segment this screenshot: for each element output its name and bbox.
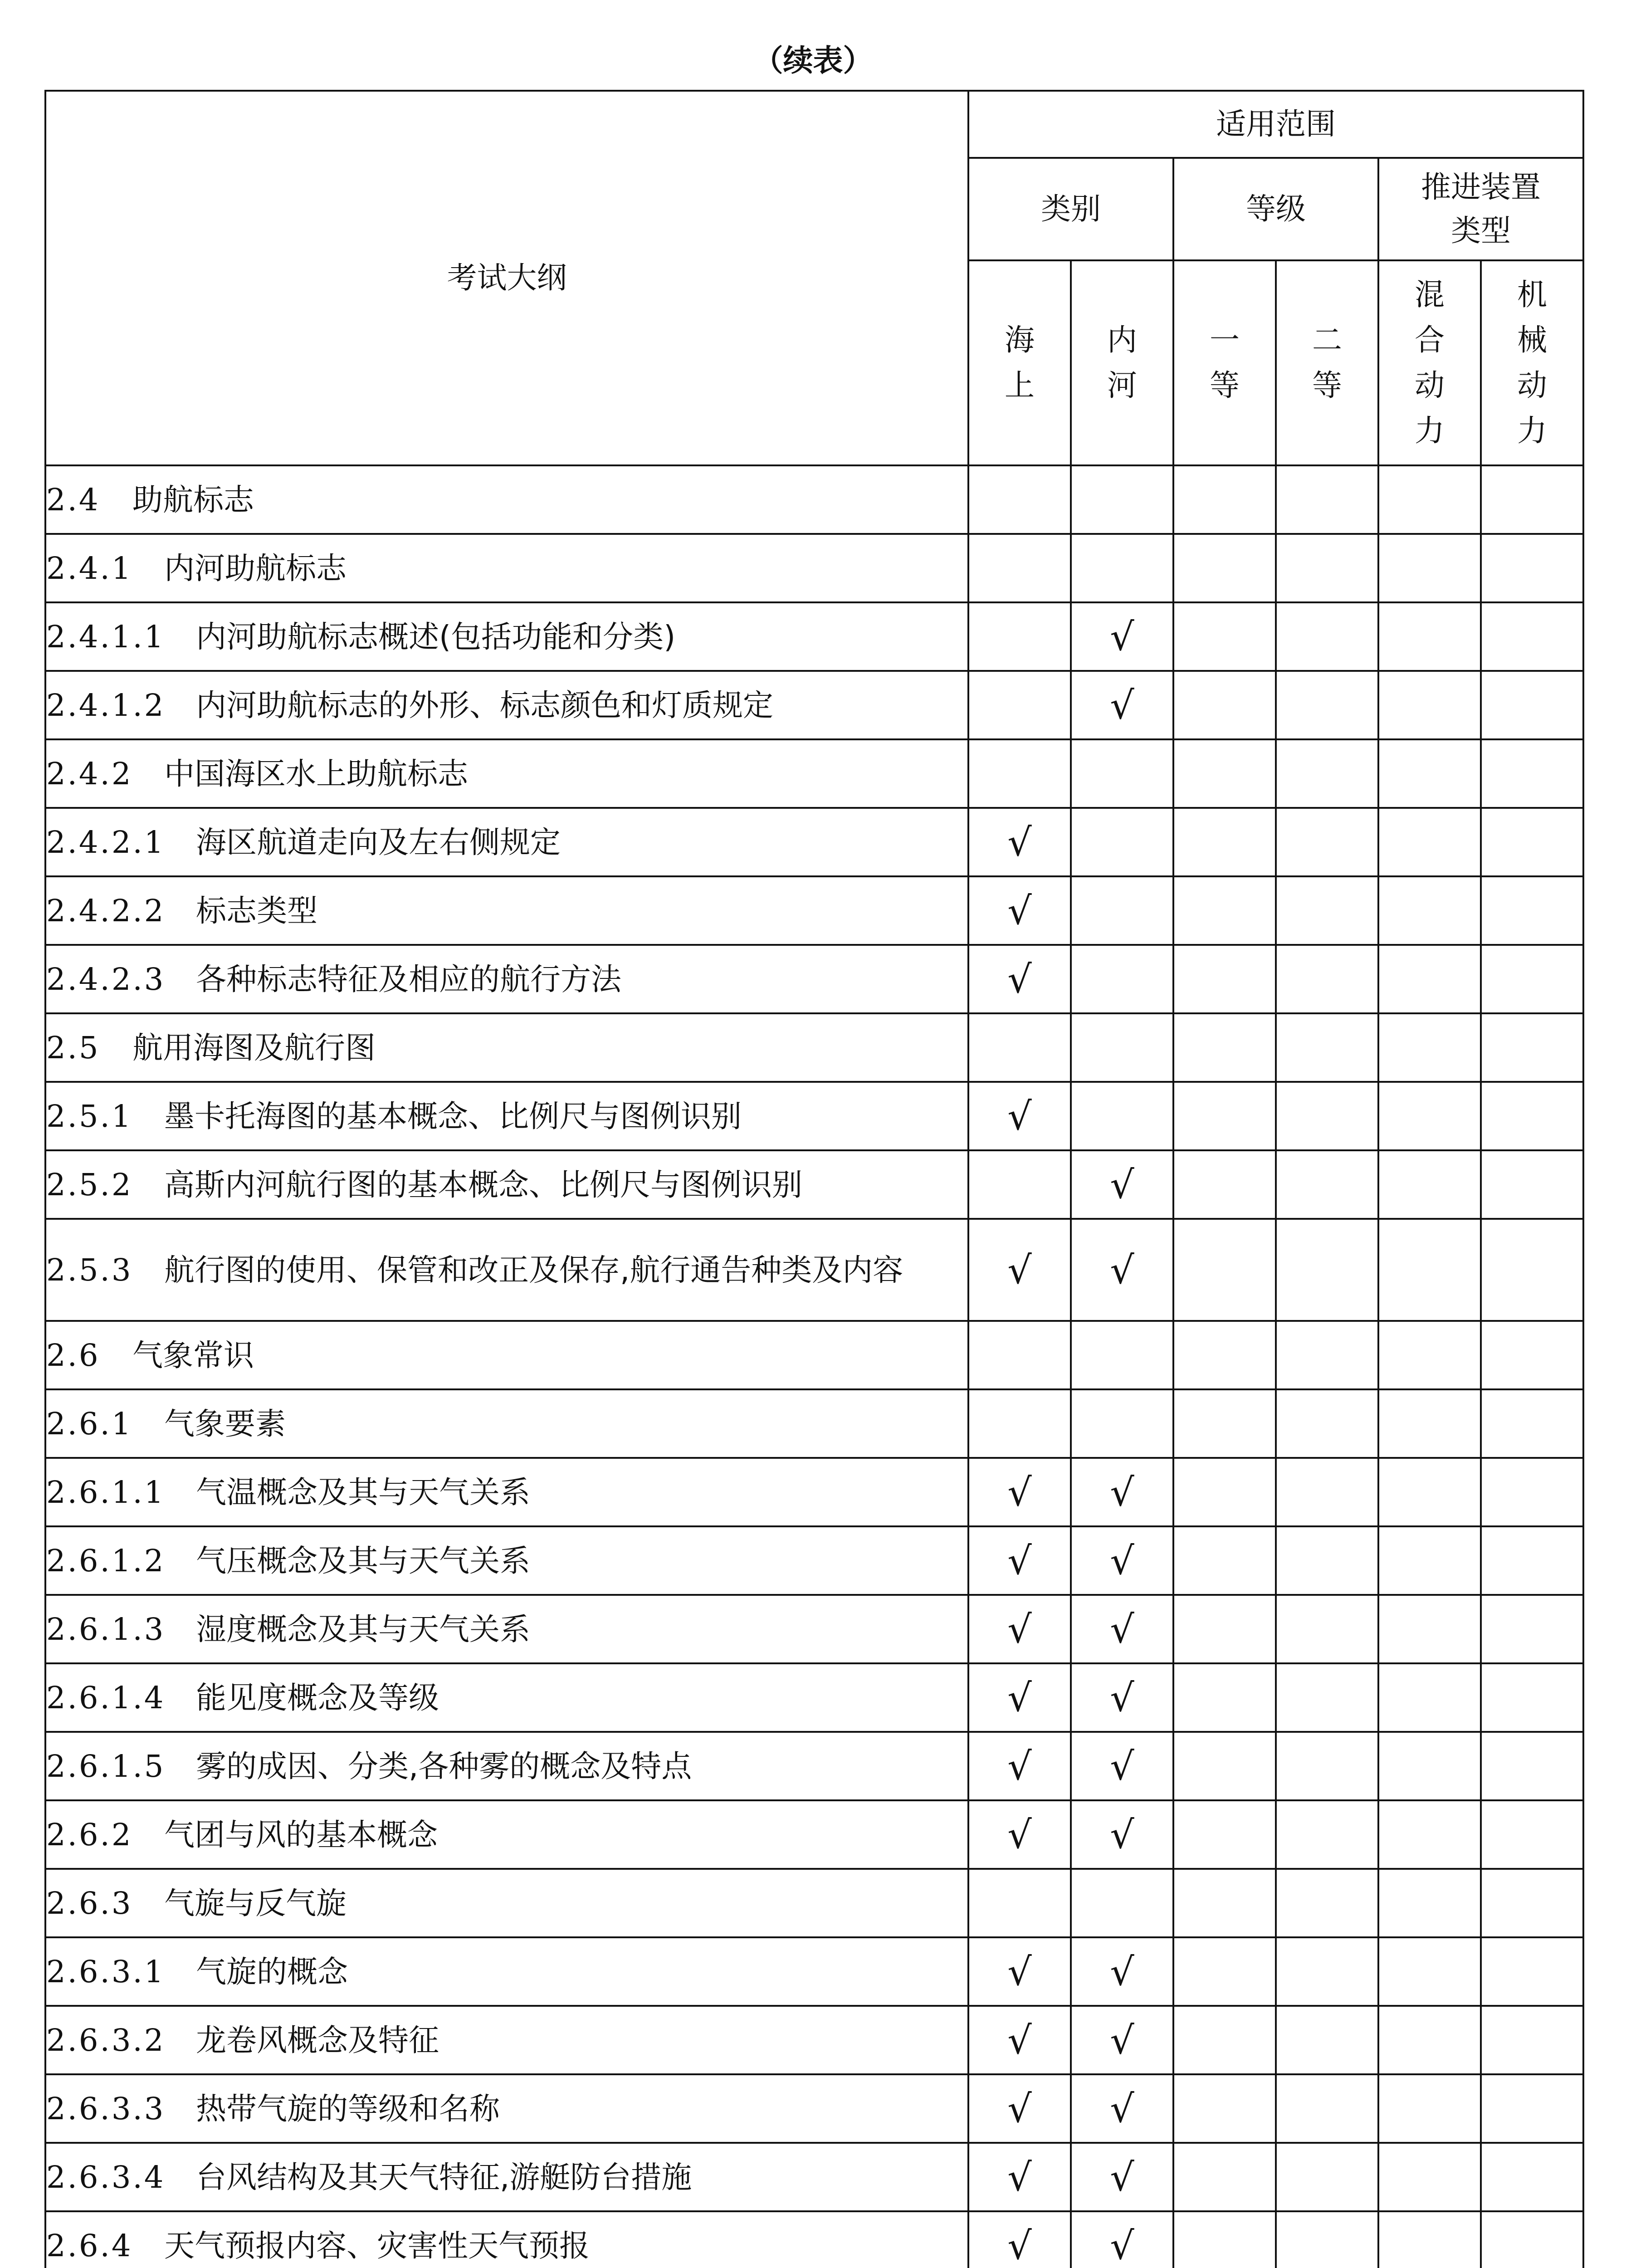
table-body <box>45 465 1583 2268</box>
syllabus-item <box>45 2006 968 2074</box>
item-text: 热带气旋的等级和名称 <box>196 2091 500 2126</box>
grade1-mark-cell <box>1173 1389 1276 1458</box>
grade2-mark-cell <box>1276 1458 1378 1526</box>
hybrid-mark-cell <box>1378 534 1481 602</box>
grade1-mark-cell <box>1173 2074 1276 2143</box>
hybrid-mark-cell <box>1378 739 1481 808</box>
mech-mark-cell <box>1481 2143 1583 2211</box>
grade1-mark-cell <box>1173 602 1276 671</box>
item-number: 2.6.3 <box>46 1885 133 1921</box>
hybrid-header-char: 合 <box>1415 323 1445 357</box>
sea-header-char: 海 <box>1005 323 1035 357</box>
hybrid-mark-cell <box>1378 876 1481 945</box>
mech-mark-cell <box>1481 1526 1583 1595</box>
item-number: 2.4.2.2 <box>46 893 166 929</box>
sea-mark-cell: √ <box>968 2143 1071 2211</box>
syllabus-header: 考试大纲 <box>45 91 968 465</box>
mech-mark-cell <box>1481 534 1583 602</box>
mech-mark-cell <box>1481 465 1583 534</box>
item-number: 2.4.1 <box>46 550 133 586</box>
item-text: 墨卡托海图的基本概念、比例尺与图例识别 <box>164 1098 742 1134</box>
table-row <box>45 1321 1583 1389</box>
inland-mark-cell <box>1071 739 1173 808</box>
table-row <box>45 534 1583 602</box>
table-header <box>45 91 1583 465</box>
item-text: 雾的成因、分类,各种雾的概念及特点 <box>196 1748 692 1784</box>
inland-mark-cell: √ <box>1071 1595 1173 1663</box>
table-row <box>45 1800 1583 1869</box>
syllabus-item <box>45 1321 968 1389</box>
grade2-mark-cell <box>1276 1321 1378 1389</box>
table-row <box>45 1937 1583 2006</box>
inland-mark-cell <box>1071 1321 1173 1389</box>
mech-mark-cell <box>1481 1150 1583 1219</box>
item-text: 内河助航标志 <box>164 550 347 586</box>
grade1-mark-cell <box>1173 739 1276 808</box>
grade1-header-char: 等 <box>1210 368 1240 403</box>
category-header: 类别 <box>968 158 1173 260</box>
item-number: 2.6.3.1 <box>46 1954 166 1989</box>
inland-mark-cell <box>1071 1869 1173 1937</box>
table-caption: （续表） <box>753 43 873 78</box>
mech-mark-cell <box>1481 602 1583 671</box>
grade1-mark-cell <box>1173 1663 1276 1732</box>
table-row <box>45 1013 1583 1082</box>
item-number: 2.6.3.2 <box>46 2022 166 2058</box>
table-row <box>45 1150 1583 1219</box>
hybrid-mark-cell <box>1378 808 1481 876</box>
mech-mark-cell <box>1481 2074 1583 2143</box>
sea-mark-cell: √ <box>968 1526 1071 1595</box>
item-number: 2.4.2 <box>46 756 133 792</box>
hybrid-mark-cell <box>1378 602 1481 671</box>
sea-mark-cell: √ <box>968 1732 1071 1800</box>
item-text: 标志类型 <box>196 893 317 929</box>
syllabus-item <box>45 465 968 534</box>
item-number: 2.6.3.4 <box>46 2159 166 2195</box>
syllabus-item <box>45 876 968 945</box>
mech-mark-cell <box>1481 1663 1583 1732</box>
inland-mark-cell: √ <box>1071 1150 1173 1219</box>
inland-mark-cell: √ <box>1071 1219 1173 1321</box>
hybrid-mark-cell <box>1378 1219 1481 1321</box>
table-row <box>45 808 1583 876</box>
item-text: 湿度概念及其与天气关系 <box>196 1611 530 1647</box>
grade2-mark-cell <box>1276 2211 1378 2268</box>
table-row <box>45 1526 1583 1595</box>
inland-mark-cell: √ <box>1071 2211 1173 2268</box>
item-number: 2.5.1 <box>46 1098 133 1134</box>
item-text: 天气预报内容、灾害性天气预报 <box>164 2228 590 2263</box>
mech-mark-cell <box>1481 1458 1583 1526</box>
mech-mark-cell <box>1481 739 1583 808</box>
sea-mark-cell <box>968 671 1071 739</box>
item-number: 2.6.1 <box>46 1406 133 1442</box>
grade2-mark-cell <box>1276 945 1378 1013</box>
grade1-mark-cell <box>1173 1595 1276 1663</box>
table-row <box>45 1219 1583 1321</box>
syllabus-item <box>45 1013 968 1082</box>
item-text: 高斯内河航行图的基本概念、比例尺与图例识别 <box>164 1167 802 1202</box>
item-text: 气团与风的基本概念 <box>164 1817 438 1853</box>
grade-header: 等级 <box>1173 158 1378 260</box>
grade2-mark-cell <box>1276 1869 1378 1937</box>
mech-mark-cell <box>1481 1219 1583 1321</box>
hybrid-mark-cell <box>1378 1937 1481 2006</box>
sea-mark-cell: √ <box>968 808 1071 876</box>
grade1-mark-cell <box>1173 1800 1276 1869</box>
table-row <box>45 465 1583 534</box>
mech-mark-cell <box>1481 1321 1583 1389</box>
item-number: 2.4.2.3 <box>46 961 166 997</box>
syllabus-item <box>45 671 968 739</box>
mech-mark-cell <box>1481 1937 1583 2006</box>
hybrid-mark-cell <box>1378 1732 1481 1800</box>
hybrid-mark-cell <box>1378 2006 1481 2074</box>
hybrid-mark-cell <box>1378 2074 1481 2143</box>
mech-header-char: 械 <box>1517 323 1548 357</box>
propulsion-header-line2: 类型 <box>1451 213 1511 248</box>
sea-mark-cell <box>968 534 1071 602</box>
mech-mark-cell <box>1481 1800 1583 1869</box>
grade2-mark-cell <box>1276 1732 1378 1800</box>
syllabus-item <box>45 2074 968 2143</box>
mech-header-char: 机 <box>1517 277 1548 312</box>
table-row <box>45 1663 1583 1732</box>
grade2-mark-cell <box>1276 1937 1378 2006</box>
grade2-mark-cell <box>1276 2074 1378 2143</box>
hybrid-mark-cell <box>1378 2211 1481 2268</box>
sea-mark-cell: √ <box>968 1595 1071 1663</box>
hybrid-mark-cell <box>1378 1389 1481 1458</box>
grade2-header <box>1276 260 1378 465</box>
mech-mark-cell <box>1481 1595 1583 1663</box>
grade1-mark-cell <box>1173 1013 1276 1082</box>
table-row <box>45 2143 1583 2211</box>
table-row <box>45 1082 1583 1150</box>
item-text: 气旋与反气旋 <box>164 1885 347 1921</box>
grade1-mark-cell <box>1173 534 1276 602</box>
syllabus-item <box>45 1219 968 1321</box>
item-number: 2.6.1.4 <box>46 1680 166 1716</box>
inland-mark-cell: √ <box>1071 1526 1173 1595</box>
mech-mark-cell <box>1481 2211 1583 2268</box>
syllabus-item <box>45 808 968 876</box>
grade2-header-char: 二 <box>1312 323 1342 357</box>
syllabus-item <box>45 739 968 808</box>
item-number: 2.6.4 <box>46 2228 133 2263</box>
item-number: 2.6 <box>46 1337 100 1373</box>
hybrid-mark-cell <box>1378 1458 1481 1526</box>
item-number: 2.6.2 <box>46 1817 133 1853</box>
item-text: 海区航道走向及左右侧规定 <box>196 824 561 860</box>
syllabus-item <box>45 1663 968 1732</box>
mech-mark-cell <box>1481 945 1583 1013</box>
mech-mark-cell <box>1481 1732 1583 1800</box>
syllabus-item <box>45 1937 968 2006</box>
syllabus-item <box>45 2211 968 2268</box>
inland-mark-cell <box>1071 808 1173 876</box>
grade1-mark-cell <box>1173 2211 1276 2268</box>
mech-mark-cell <box>1481 1389 1583 1458</box>
sea-mark-cell <box>968 1013 1071 1082</box>
sea-mark-cell <box>968 1869 1071 1937</box>
item-text: 气温概念及其与天气关系 <box>196 1474 530 1510</box>
inland-mark-cell: √ <box>1071 2143 1173 2211</box>
grade2-mark-cell <box>1276 1150 1378 1219</box>
mech-mark-cell <box>1481 671 1583 739</box>
inland-mark-cell <box>1071 534 1173 602</box>
mech-mark-cell <box>1481 1013 1583 1082</box>
grade1-mark-cell <box>1173 1869 1276 1937</box>
inland-header-char: 内 <box>1107 323 1137 357</box>
grade1-mark-cell <box>1173 1082 1276 1150</box>
table-row <box>45 2074 1583 2143</box>
item-text: 中国海区水上助航标志 <box>164 756 468 792</box>
syllabus-item <box>45 1526 968 1595</box>
mech-mark-cell <box>1481 876 1583 945</box>
table-row <box>45 1732 1583 1800</box>
syllabus-item <box>45 1732 968 1800</box>
item-number: 2.4.2.1 <box>46 824 166 860</box>
table-row <box>45 2006 1583 2074</box>
hybrid-mark-cell <box>1378 1526 1481 1595</box>
sea-mark-cell <box>968 602 1071 671</box>
item-text: 航用海图及航行图 <box>132 1030 376 1066</box>
inland-mark-cell <box>1071 465 1173 534</box>
hybrid-mark-cell <box>1378 945 1481 1013</box>
syllabus-item <box>45 1150 968 1219</box>
item-text: 龙卷风概念及特征 <box>196 2022 439 2058</box>
grade2-mark-cell <box>1276 1082 1378 1150</box>
grade2-mark-cell <box>1276 465 1378 534</box>
hybrid-mark-cell <box>1378 1013 1481 1082</box>
inland-mark-cell: √ <box>1071 1663 1173 1732</box>
item-number: 2.4.1.2 <box>46 687 166 723</box>
sea-mark-cell: √ <box>968 1937 1071 2006</box>
inland-mark-cell <box>1071 1013 1173 1082</box>
item-number: 2.6.3.3 <box>46 2091 166 2126</box>
sea-mark-cell <box>968 1150 1071 1219</box>
table-row <box>45 602 1583 671</box>
hybrid-header-char: 力 <box>1415 413 1445 448</box>
grade1-mark-cell <box>1173 808 1276 876</box>
table-row <box>45 1458 1583 1526</box>
item-number: 2.5.3 <box>46 1252 133 1288</box>
hybrid-mark-cell <box>1378 1663 1481 1732</box>
inland-mark-cell: √ <box>1071 1732 1173 1800</box>
table-row <box>45 1389 1583 1458</box>
hybrid-header-char: 混 <box>1415 277 1445 312</box>
sea-mark-cell: √ <box>968 1800 1071 1869</box>
syllabus-item <box>45 534 968 602</box>
inland-header <box>1071 260 1173 465</box>
hybrid-mark-cell <box>1378 1150 1481 1219</box>
table-row <box>45 671 1583 739</box>
sea-mark-cell: √ <box>968 945 1071 1013</box>
hybrid-header-char: 动 <box>1415 368 1445 403</box>
syllabus-item <box>45 2143 968 2211</box>
grade2-mark-cell <box>1276 808 1378 876</box>
syllabus-item <box>45 945 968 1013</box>
hybrid-mark-cell <box>1378 1321 1481 1389</box>
grade1-mark-cell <box>1173 1321 1276 1389</box>
grade1-mark-cell <box>1173 945 1276 1013</box>
mech-mark-cell <box>1481 808 1583 876</box>
sea-mark-cell: √ <box>968 1082 1071 1150</box>
table-row <box>45 945 1583 1013</box>
hybrid-mark-cell <box>1378 1595 1481 1663</box>
propulsion-header-line1: 推进装置 <box>1421 170 1541 205</box>
item-text: 气旋的概念 <box>196 1954 348 1989</box>
item-number: 2.5 <box>46 1030 100 1066</box>
sea-mark-cell <box>968 1321 1071 1389</box>
grade2-mark-cell <box>1276 2143 1378 2211</box>
grade1-mark-cell <box>1173 1526 1276 1595</box>
hybrid-mark-cell <box>1378 1082 1481 1150</box>
item-number: 2.4 <box>46 482 100 518</box>
sea-header <box>968 260 1071 465</box>
table-row <box>45 739 1583 808</box>
item-text: 气压概念及其与天气关系 <box>196 1543 530 1579</box>
propulsion-header <box>1378 158 1583 260</box>
sea-mark-cell: √ <box>968 2211 1071 2268</box>
grade2-mark-cell <box>1276 1800 1378 1869</box>
hybrid-power-header <box>1378 260 1481 465</box>
item-text: 各种标志特征及相应的航行方法 <box>196 961 621 997</box>
mech-mark-cell <box>1481 1869 1583 1937</box>
sea-mark-cell: √ <box>968 1458 1071 1526</box>
mech-mark-cell <box>1481 2006 1583 2074</box>
sea-mark-cell: √ <box>968 2074 1071 2143</box>
mech-mark-cell <box>1481 1082 1583 1150</box>
grade2-mark-cell <box>1276 1219 1378 1321</box>
inland-header-char: 河 <box>1107 368 1137 403</box>
grade2-mark-cell <box>1276 671 1378 739</box>
sea-mark-cell <box>968 739 1071 808</box>
sea-mark-cell: √ <box>968 876 1071 945</box>
sea-mark-cell: √ <box>968 2006 1071 2074</box>
item-text: 航行图的使用、保管和改正及保存,航行通告种类及内容 <box>164 1252 903 1288</box>
item-number: 2.6.1.2 <box>46 1543 166 1579</box>
grade1-mark-cell <box>1173 465 1276 534</box>
syllabus-item <box>45 1458 968 1526</box>
grade2-mark-cell <box>1276 1526 1378 1595</box>
hybrid-mark-cell <box>1378 1800 1481 1869</box>
hybrid-mark-cell <box>1378 465 1481 534</box>
inland-mark-cell <box>1071 1389 1173 1458</box>
inland-mark-cell: √ <box>1071 2074 1173 2143</box>
mech-header-char: 动 <box>1517 368 1548 403</box>
syllabus-item <box>45 1800 968 1869</box>
sea-mark-cell: √ <box>968 1219 1071 1321</box>
grade1-mark-cell <box>1173 1732 1276 1800</box>
sea-mark-cell <box>968 465 1071 534</box>
hybrid-mark-cell <box>1378 671 1481 739</box>
grade2-mark-cell <box>1276 1595 1378 1663</box>
grade2-mark-cell <box>1276 1389 1378 1458</box>
syllabus-item <box>45 1869 968 1937</box>
item-number: 2.6.1.1 <box>46 1474 166 1510</box>
inland-mark-cell: √ <box>1071 602 1173 671</box>
hybrid-mark-cell <box>1378 2143 1481 2211</box>
grade2-mark-cell <box>1276 1013 1378 1082</box>
grade1-mark-cell <box>1173 1458 1276 1526</box>
grade2-header-char: 等 <box>1312 368 1342 403</box>
grade1-mark-cell <box>1173 671 1276 739</box>
table-row <box>45 2211 1583 2268</box>
grade2-mark-cell <box>1276 602 1378 671</box>
item-text: 气象常识 <box>132 1337 254 1373</box>
hybrid-mark-cell <box>1378 1869 1481 1937</box>
grade1-header <box>1173 260 1276 465</box>
item-number: 2.6.1.5 <box>46 1748 166 1784</box>
inland-mark-cell <box>1071 876 1173 945</box>
syllabus-item <box>45 1595 968 1663</box>
grade2-mark-cell <box>1276 1663 1378 1732</box>
item-number: 2.5.2 <box>46 1167 133 1202</box>
grade1-mark-cell <box>1173 1937 1276 2006</box>
syllabus-item <box>45 1082 968 1150</box>
item-text: 内河助航标志概述(包括功能和分类) <box>196 619 676 655</box>
inland-mark-cell: √ <box>1071 2006 1173 2074</box>
syllabus-item <box>45 1389 968 1458</box>
syllabus-item <box>45 602 968 671</box>
grade2-mark-cell <box>1276 534 1378 602</box>
inland-mark-cell: √ <box>1071 671 1173 739</box>
inland-mark-cell: √ <box>1071 1458 1173 1526</box>
mechanical-power-header <box>1481 260 1583 465</box>
inland-mark-cell <box>1071 1082 1173 1150</box>
syllabus-table <box>44 90 1584 2268</box>
grade2-mark-cell <box>1276 2006 1378 2074</box>
mech-header-char: 力 <box>1517 413 1548 448</box>
inland-mark-cell: √ <box>1071 1937 1173 2006</box>
inland-mark-cell: √ <box>1071 1800 1173 1869</box>
item-text: 能见度概念及等级 <box>196 1680 439 1716</box>
table-row <box>45 1595 1583 1663</box>
grade1-header-char: 一 <box>1210 323 1240 357</box>
grade1-mark-cell <box>1173 2143 1276 2211</box>
grade1-mark-cell <box>1173 1219 1276 1321</box>
inland-mark-cell <box>1071 945 1173 1013</box>
item-text: 气象要素 <box>164 1406 286 1442</box>
grade1-mark-cell <box>1173 876 1276 945</box>
table-row <box>45 876 1583 945</box>
grade2-mark-cell <box>1276 739 1378 808</box>
sea-header-char: 上 <box>1005 368 1035 403</box>
grade2-mark-cell <box>1276 876 1378 945</box>
grade1-mark-cell <box>1173 2006 1276 2074</box>
grade1-mark-cell <box>1173 1150 1276 1219</box>
sea-mark-cell <box>968 1389 1071 1458</box>
item-text: 助航标志 <box>132 482 254 518</box>
item-text: 内河助航标志的外形、标志颜色和灯质规定 <box>196 687 773 723</box>
item-text: 台风结构及其天气特征,游艇防台措施 <box>196 2159 692 2195</box>
sea-mark-cell: √ <box>968 1663 1071 1732</box>
scope-header: 适用范围 <box>968 91 1583 158</box>
item-number: 2.4.1.1 <box>46 619 166 655</box>
table-row <box>45 1869 1583 1937</box>
item-number: 2.6.1.3 <box>46 1611 166 1647</box>
